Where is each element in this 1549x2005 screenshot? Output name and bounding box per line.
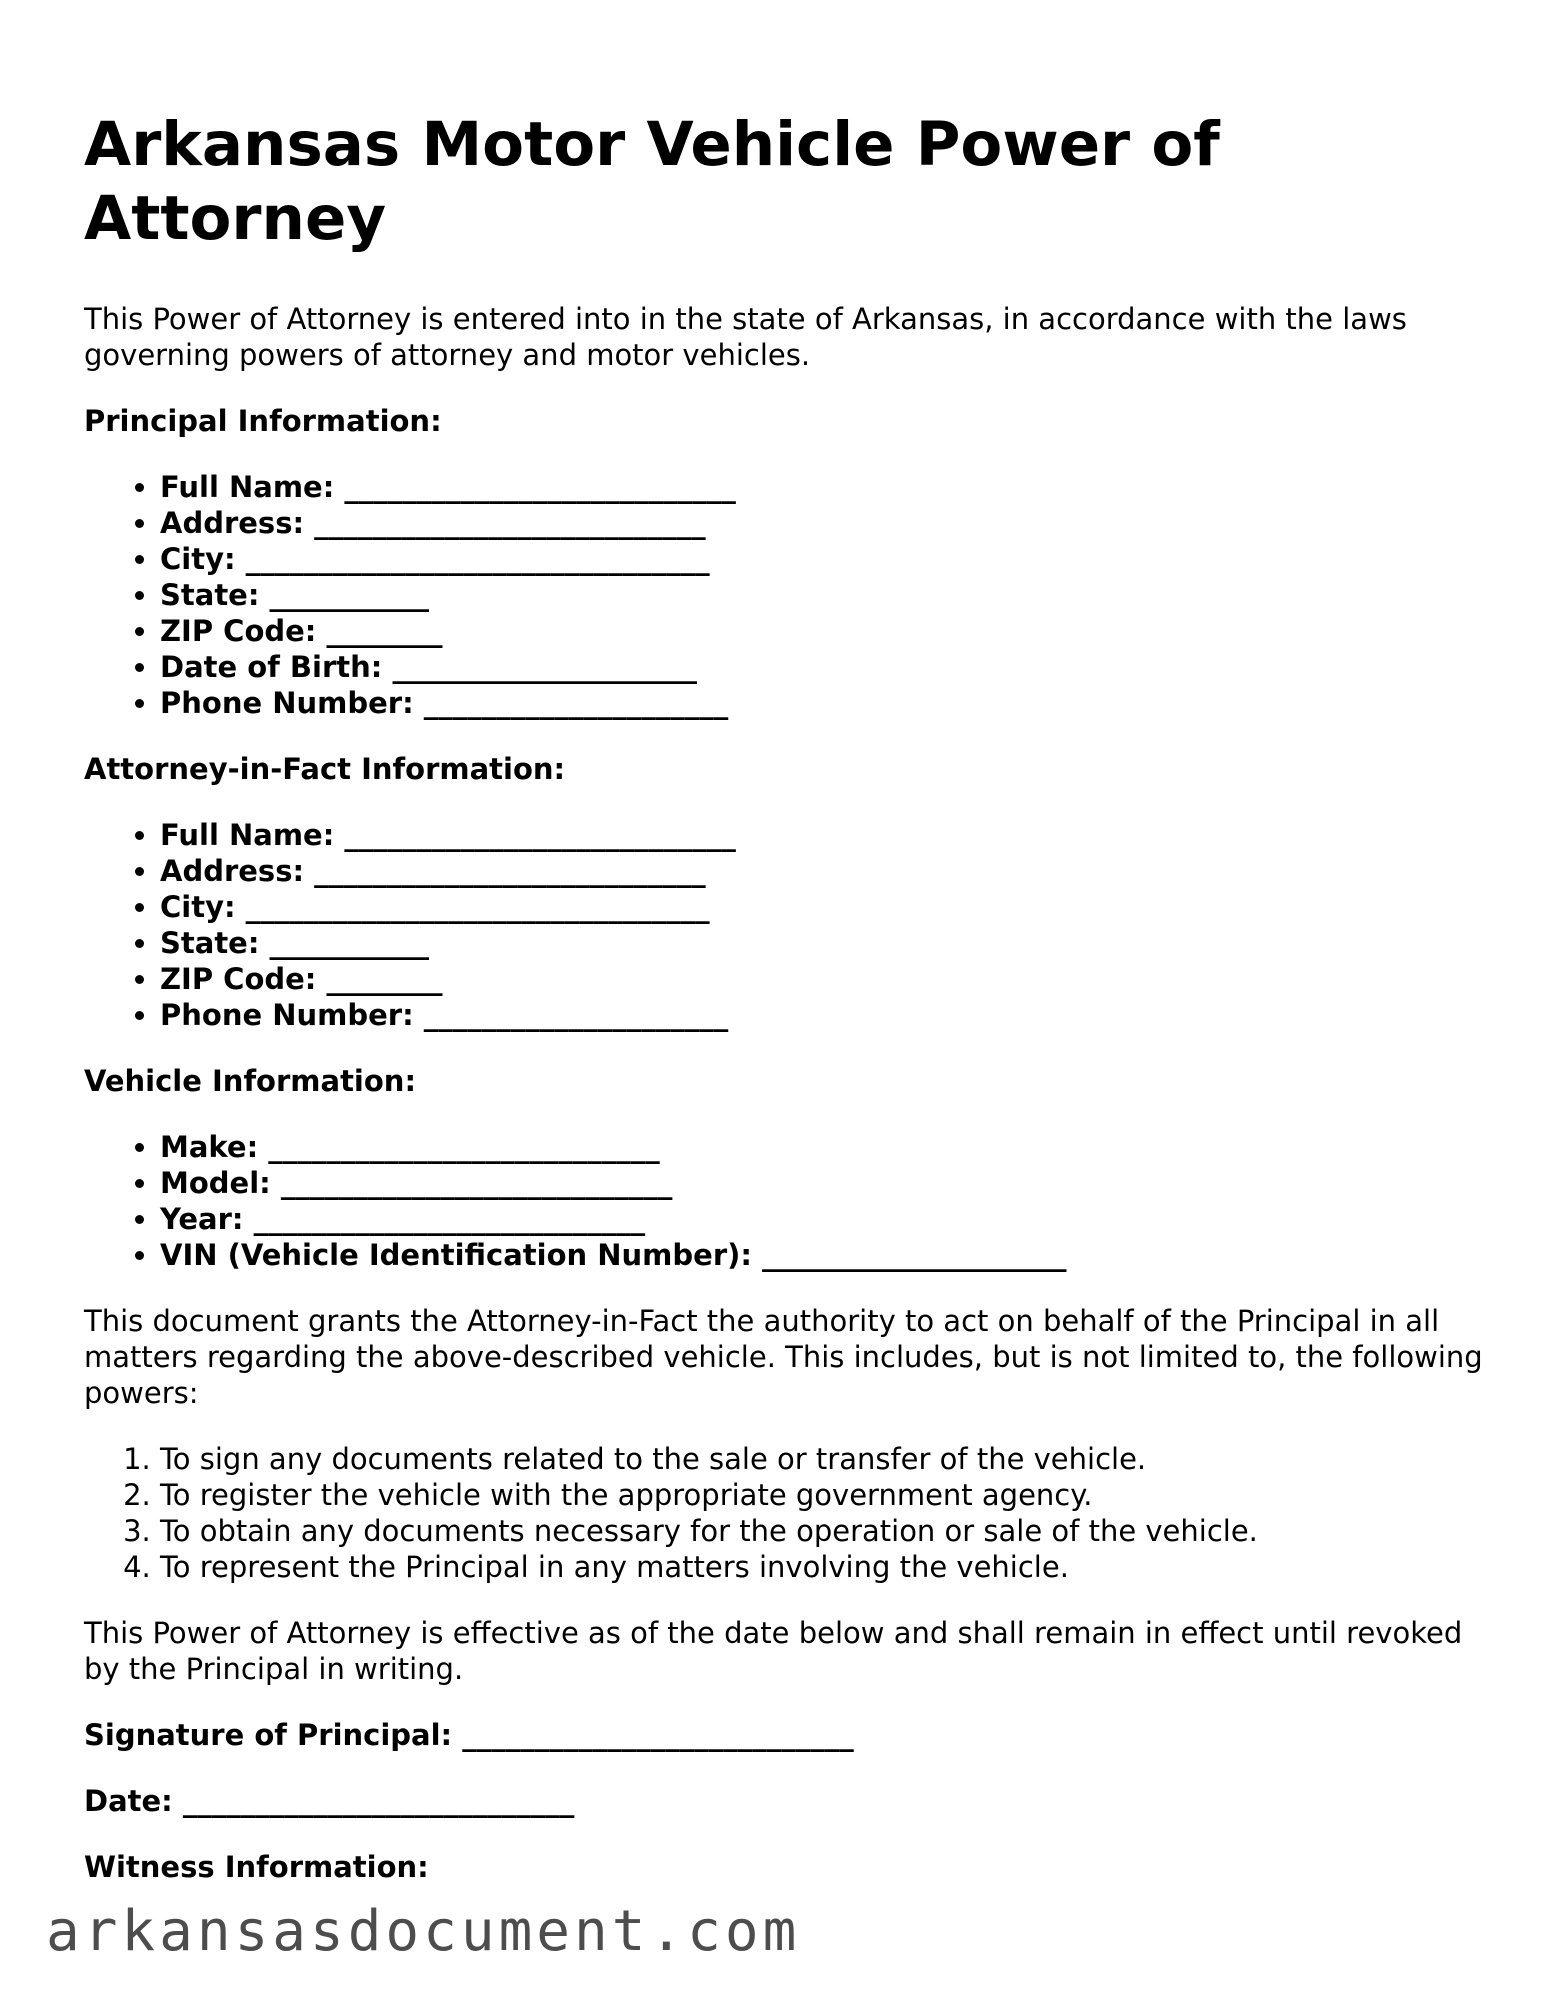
power-item: 2. To register the vehicle with the appropriate government agency. bbox=[160, 1477, 1484, 1513]
attorney-zip-field: • ZIP Code: ________ bbox=[160, 961, 1484, 997]
principal-state-field: • State: ___________ bbox=[160, 577, 1484, 613]
power-item: 3. To obtain any documents necessary for the operation or sale of the vehicle. bbox=[160, 1513, 1484, 1549]
document-title: Arkansas Motor Vehicle Power of Attorney bbox=[84, 109, 1220, 254]
attorney-address-field: • Address: ___________________________ bbox=[160, 853, 1484, 889]
attorney-state-field: • State: ___________ bbox=[160, 925, 1484, 961]
vehicle-field-list bbox=[84, 1129, 1484, 1273]
witness-heading: Witness Information: bbox=[84, 1850, 429, 1884]
principal-full-name-field: • Full Name: ___________________________ bbox=[160, 469, 1484, 505]
document-page bbox=[84, 108, 1484, 1885]
attorney-city-field: • City: ________________________________ bbox=[160, 889, 1484, 925]
principal-dob-field: • Date of Birth: _____________________ bbox=[160, 649, 1484, 685]
power-item: 4. To represent the Principal in any matters involving the vehicle. bbox=[160, 1549, 1484, 1585]
effective-paragraph: This Power of Attorney is effective as of the date below and shall remain in effect until revoked by the Principal in writing. bbox=[84, 1616, 1463, 1686]
watermark: arkansasdocument.com bbox=[46, 1899, 801, 1964]
principal-address-field: • Address: ___________________________ bbox=[160, 505, 1484, 541]
vehicle-year-field: • Year: ___________________________ bbox=[160, 1201, 1484, 1237]
intro-paragraph: This Power of Attorney is entered into in the state of Arkansas, in accordance with the laws governing powers of attorney and motor vehicles. bbox=[84, 302, 1407, 372]
principal-heading: Principal Information: bbox=[84, 404, 442, 438]
principal-city-field: • City: ________________________________ bbox=[160, 541, 1484, 577]
principal-field-list bbox=[84, 469, 1484, 721]
principal-phone-field: • Phone Number: _____________________ bbox=[160, 685, 1484, 721]
principal-zip-field: • ZIP Code: ________ bbox=[160, 613, 1484, 649]
attorney-full-name-field: • Full Name: ___________________________ bbox=[160, 817, 1484, 853]
vehicle-make-field: • Make: ___________________________ bbox=[160, 1129, 1484, 1165]
grant-paragraph: This document grants the Attorney-in-Fact the authority to act on behalf of the Principal in all matters regarding the above-described vehicle. This includes, but is not limited to, the following powers: bbox=[84, 1304, 1483, 1410]
power-item: 1. To sign any documents related to the sale or transfer of the vehicle. bbox=[160, 1441, 1484, 1477]
powers-list bbox=[84, 1441, 1484, 1585]
attorney-field-list bbox=[84, 817, 1484, 1033]
attorney-phone-field: • Phone Number: _____________________ bbox=[160, 997, 1484, 1033]
date-line: Date: ___________________________ bbox=[84, 1784, 575, 1818]
signature-line: Signature of Principal: ___________________________ bbox=[84, 1718, 854, 1752]
vehicle-model-field: • Model: ___________________________ bbox=[160, 1165, 1484, 1201]
vehicle-vin-field: • VIN (Vehicle Identification Number): _____________________ bbox=[160, 1237, 1484, 1273]
attorney-heading: Attorney-in-Fact Information: bbox=[84, 752, 566, 786]
vehicle-heading: Vehicle Information: bbox=[84, 1064, 417, 1098]
